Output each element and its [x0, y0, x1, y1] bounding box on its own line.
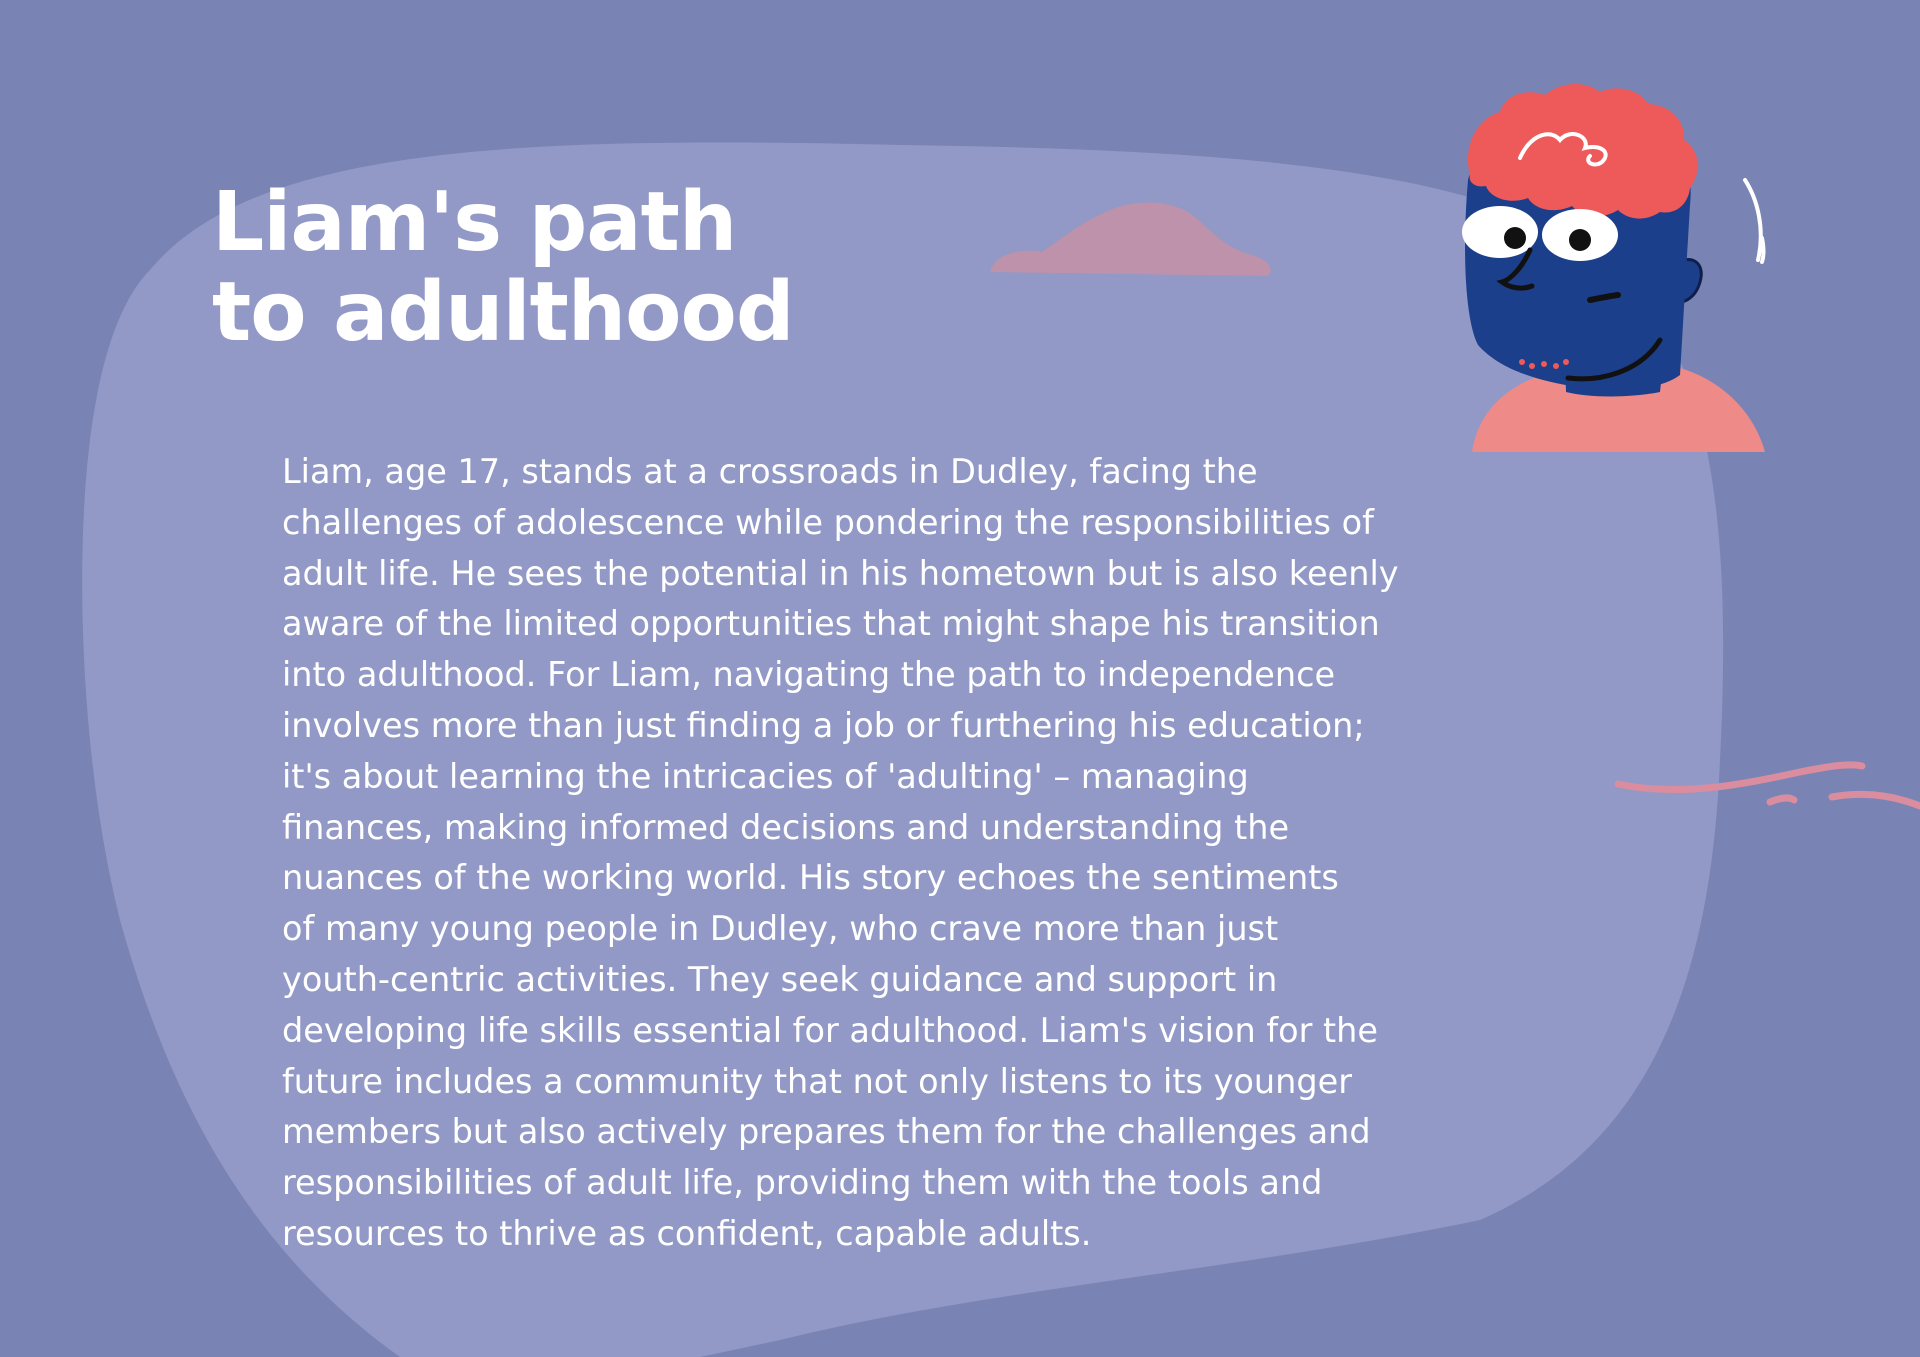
- title-line: to adulthood: [212, 265, 794, 360]
- body-line: responsibilities of adult life, providing them with the tools and: [282, 1163, 1323, 1203]
- boy-character-icon: [1450, 80, 1780, 460]
- body-line: Liam, age 17, stands at a crossroads in Dudley, facing the: [282, 452, 1258, 491]
- hair-shape: [1468, 84, 1698, 219]
- body-line: youth-centric activities. They seek guidance and support in: [282, 959, 1278, 999]
- title-line: Liam's path: [212, 175, 737, 270]
- body-line: challenges of adolescence while pondering the responsibilities of: [282, 502, 1374, 542]
- body-line: involves more than just finding a job or furthering his education;: [282, 705, 1365, 745]
- body-line: finances, making informed decisions and understanding the: [282, 807, 1290, 847]
- body-line: aware of the limited opportunities that might shape his transition: [282, 604, 1380, 644]
- body-line: of many young people in Dudley, who crave more than just: [282, 909, 1279, 949]
- body-line: nuances of the working world. His story echoes the sentiments: [282, 858, 1339, 898]
- body-line: members but also actively prepares them for the challenges and: [282, 1112, 1371, 1152]
- body-paragraph: [282, 447, 1582, 1260]
- body-line: developing life skills essential for adulthood. Liam's vision for the: [282, 1010, 1379, 1050]
- body-line: into adulthood. For Liam, navigating the path to independence: [282, 655, 1336, 695]
- body-line: it's about learning the intricacies of 'adulting' – managing: [282, 756, 1249, 796]
- motion-lines: [1745, 180, 1764, 262]
- body-line: resources to thrive as confident, capable adults.: [282, 1213, 1092, 1253]
- body-line: adult life. He sees the potential in his hometown but is also keenly: [282, 553, 1399, 593]
- page-title: [212, 175, 794, 360]
- body-line: future includes a community that not only listens to its younger: [282, 1061, 1353, 1101]
